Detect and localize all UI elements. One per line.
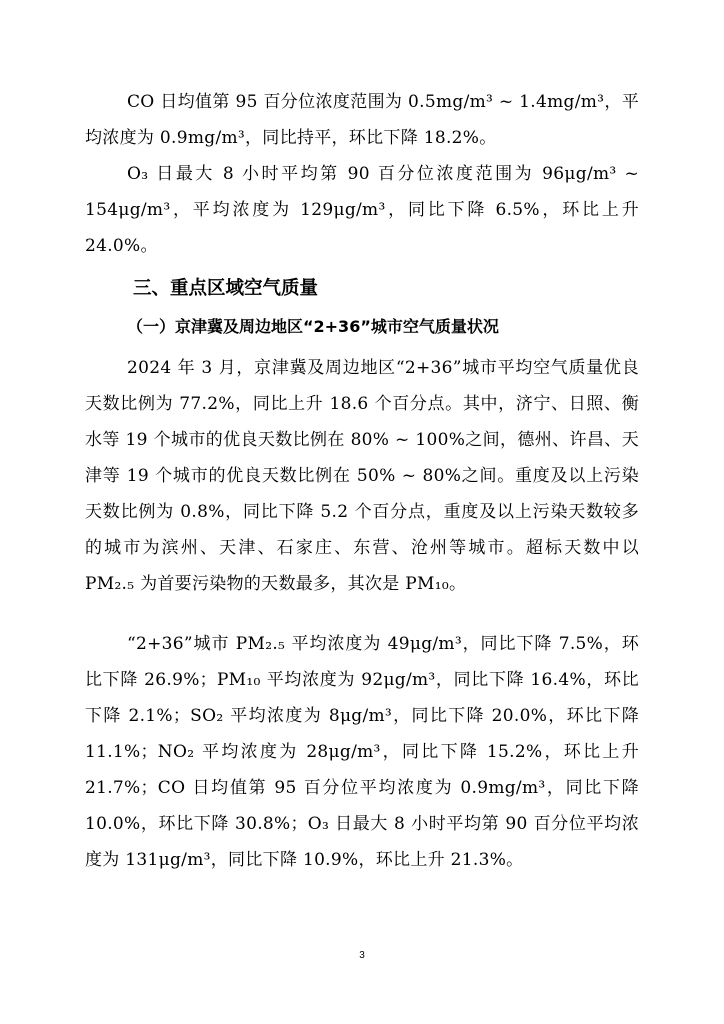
section-heading: 三、重点区域空气质量 — [133, 278, 319, 299]
o3-paragraph — [85, 156, 639, 264]
summary-paragraph-text: 2024 年 3 月，京津冀及周边地区“2+36”城市平均空气质量优良天数比例为 77.2%，同比上升 18.6 个百分点。其中，济宁、日照、衡水等 19 个城市的优良天数比例在 80% ~ 100%之间，德州、许昌、天津等 19 个城市的优良天数比例在 50% ~ 80%之间。重度及以上污染天数比例为 0.8%，同比下降 5.2 个百分点，重度及以上污染天数较多的城市为滨州、天津、石家庄、东营、沧州等城市。超标天数中以 PM₂.₅ 为首要污染物的天数最多，其次是 PM₁₀。 — [85, 358, 639, 594]
subsection-heading: （一）京津冀及周边地区“2+36”城市空气质量状况 — [127, 317, 499, 336]
co-paragraph-text: CO 日均值第 95 百分位浓度范围为 0.5mg/m³ ~ 1.4mg/m³，平均浓度为 0.9mg/m³，同比持平，环比下降 18.2%。 — [85, 92, 639, 148]
o3-paragraph-text: O₃ 日最大 8 小时平均第 90 百分位浓度范围为 96μg/m³ ~ 154μg/m³，平均浓度为 129μg/m³，同比下降 6.5%，环比上升 24.0%。 — [85, 164, 639, 256]
co-paragraph — [85, 84, 639, 156]
pollutants-paragraph-text: “2+36”城市 PM₂.₅ 平均浓度为 49μg/m³，同比下降 7.5%，环比下降 26.9%；PM₁₀ 平均浓度为 92μg/m³，同比下降 16.4%，环比下降 2.1%；SO₂ 平均浓度为 8μg/m³，同比下降 20.0%，环比下降 11.1%；NO₂ 平均浓度为 28μg/m³，同比下降 15.2%，环比上升 21.7%；CO 日均值第 95 百分位平均浓度为 0.9mg/m³，同比下降 10.0%，环比下降 30.8%；O₃ 日最大 8 小时平均第 90 百分位平均浓度为 131μg/m³，同比下降 10.9%，环比上升 21.3%。 — [85, 634, 639, 870]
pollutants-paragraph — [85, 626, 639, 878]
summary-paragraph — [85, 350, 639, 602]
page-number: 3 — [359, 950, 365, 961]
